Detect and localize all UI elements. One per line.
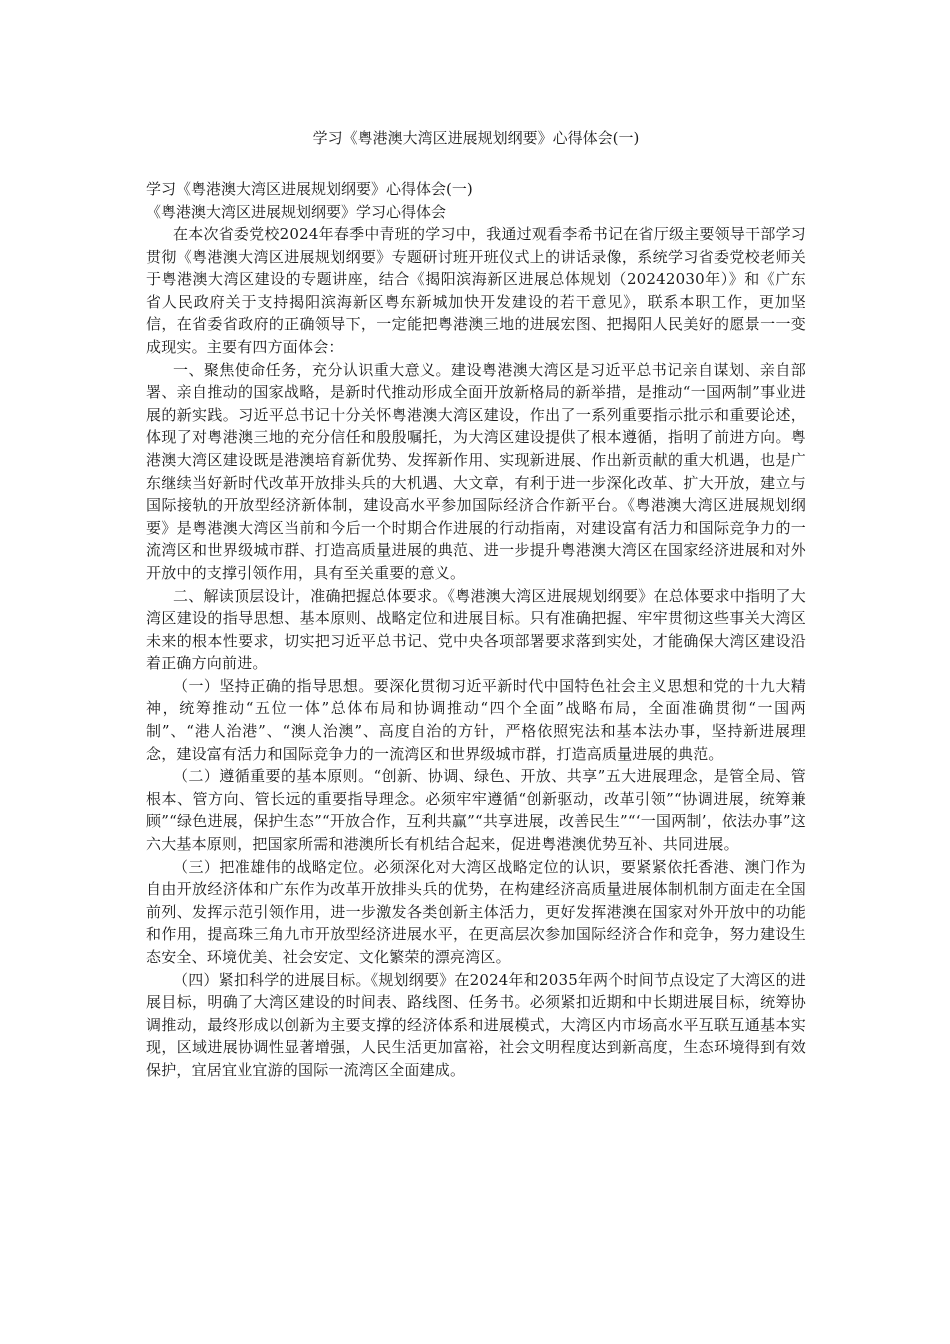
paragraph-subsection-4: （四）紧扣科学的进展目标。《规划纲要》在2024年和2035年两个时间节点设定了大湾区的进展目标，明确了大湾区建设的时间表、路线图、任务书。必须紧扣近期和中长期进展目标，统筹协调推动，最终形成以创新为主要支撑的经济体系和进展模式，大湾区内市场高水平互联互通基本实现，区域进展协调性显著增强，人民生活更加富裕，社会文明程度达到新高度，生态环境得到有效保护，宜居宜业宜游的国际一流湾区全面建成。 xyxy=(146,970,806,1079)
paragraph-intro: 在本次省委党校2024年春季中青班的学习中，我通过观看李希书记在省厅级主要领导干部学习贯彻《粤港澳大湾区进展规划纲要》专题研讨班开班仪式上的讲话录像，系统学习省委党校老师关于粤港澳大湾区建设的专题讲座，结合《揭阳滨海新区进展总体规划（20242030年）》和《广东省人民政府关于支持揭阳滨海新区粤东新城加快开发建设的若干意见》，联系本职工作，更加坚信，在省委省政府的正确领导下，一定能把粤港澳三地的进展宏图、把揭阳人民美好的愿景一一变成现实。主要有四方面体会： xyxy=(146,225,806,356)
heading-line-2: 《粤港澳大湾区进展规划纲要》学习心得体会 xyxy=(146,202,447,221)
paragraph-section-2: 二、解读顶层设计，准确把握总体要求。《粤港澳大湾区进展规划纲要》在总体要求中指明了大湾区建设的指导思想、基本原则、战略定位和进展目标。只有准确把握、牢牢贯彻这些事关大湾区未来的根本性要求，切实把习近平总书记、党中央各项部署要求落到实处，才能确保大湾区建设沿着正确方向前进。 xyxy=(146,586,806,673)
paragraph-subsection-2: （二）遵循重要的基本原则。“创新、协调、绿色、开放、共享”五大进展理念，是管全局、管根本、管方向、管长远的重要指导理念。必须牢牢遵循“创新驱动，改革引领”“协调进展，统筹兼顾”“绿色进展，保护生态”“开放合作，互利共赢”“共享进展，改善民生”“‘一国两制’，依法办事”这六大基本原则，把国家所需和港澳所长有机结合起来，促进粤港澳优势互补、共同进展。 xyxy=(146,767,806,854)
document-body xyxy=(146,178,806,1082)
paragraph-section-1: 一、聚焦使命任务，充分认识重大意义。建设粤港澳大湾区是习近平总书记亲自谋划、亲自部署、亲自推动的国家战略，是新时代推动形成全面开放新格局的新举措，是推动“一国两制”事业进展的新实践。习近平总书记十分关怀粤港澳大湾区建设，作出了一系列重要指示批示和重要论述，体现了对粤港澳三地的充分信任和殷殷嘱托，为大湾区建设提供了根本遵循，指明了前进方向。粤港澳大湾区建设既是港澳培育新优势、发挥新作用、实现新进展、作出新贡献的重大机遇，也是广东继续当好新时代改革开放排头兵的大机遇、大文章，有利于进一步深化改革、扩大开放，建立与国际接轨的开放型经济新体制，建设高水平参加国际经济合作新平台。《粤港澳大湾区进展规划纲要》是粤港澳大湾区当前和今后一个时期合作进展的行动指南，对建设富有活力和国际竞争力的一流湾区和世界级城市群、打造高质量进展的典范、进一步提升粤港澳大湾区在国家经济进展和对外开放中的支撑引领作用，具有至关重要的意义。 xyxy=(146,360,806,582)
document-title: 学习《粤港澳大湾区进展规划纲要》心得体会(一) xyxy=(312,129,640,147)
paragraph-subsection-3: （三）把准雄伟的战略定位。必须深化对大湾区战略定位的认识，要紧紧依托香港、澳门作为自由开放经济体和广东作为改革开放排头兵的优势，在构建经济高质量进展体制机制方面走在全国前列、发挥示范引领作用，进一步激发各类创新主体活力，更好发挥港澳在国家对外开放中的功能和作用，提高珠三角九市开放型经济进展水平，在更高层次参加国际经济合作和竞争，努力建设生态安全、环境优美、社会安定、文化繁荣的漂亮湾区。 xyxy=(146,857,806,966)
paragraph-subsection-1: （一）坚持正确的指导思想。要深化贯彻习近平新时代中国特色社会主义思想和党的十九大精神，统筹推动“五位一体”总体布局和协调推动“四个全面”战略布局，全面准确贯彻“一国两制”、“港人治港”、“澳人治澳”、高度自治的方针，严格依照宪法和基本法办事，坚持新进展理念，建设富有活力和国际竞争力的一流湾区和世界级城市群，打造高质量进展的典范。 xyxy=(146,676,806,763)
heading-line-1: 学习《粤港澳大湾区进展规划纲要》心得体会(一) xyxy=(146,180,473,198)
